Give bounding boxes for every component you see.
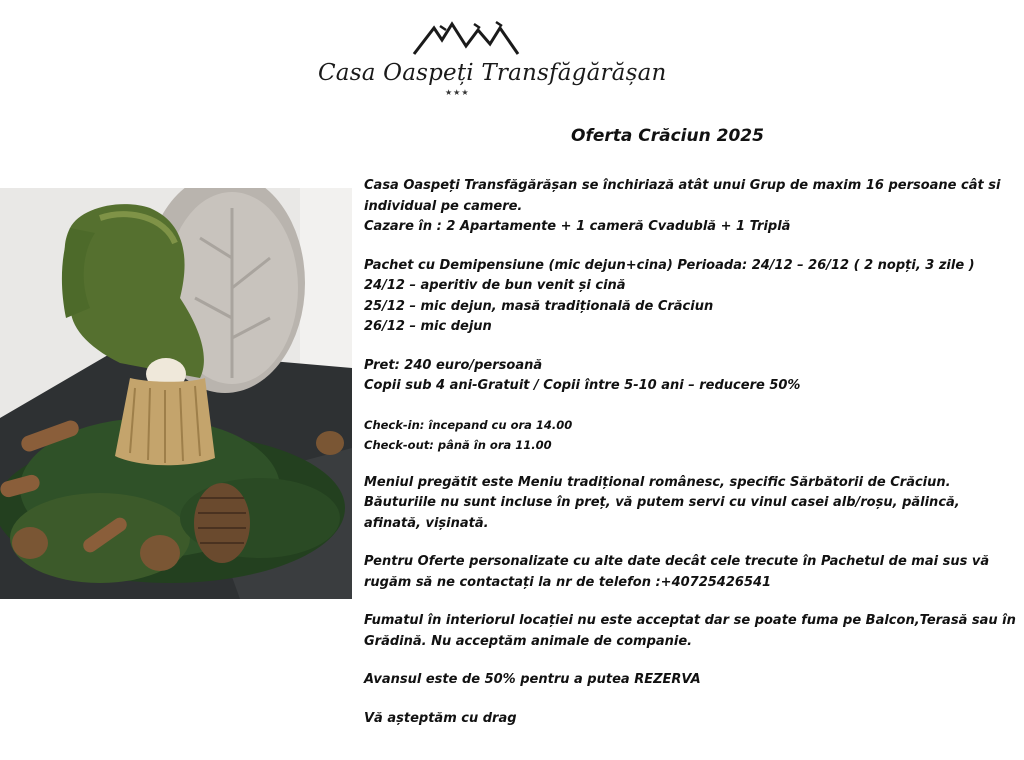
brand-logo [300, 14, 667, 97]
package-line: Pachet cu Demipensiune (mic dejun+cina) Perioada: 24/12 – 26/12 ( 2 nopți, 3 zile ) [364, 257, 975, 273]
menu-line: Meniul pregătit este Meniu tradițional românesc, specific Sărbătorii de Crăciun. [364, 474, 951, 490]
intro-line: Cazare în : 2 Apartamente + 1 cameră Cvadublă + 1 Triplă [364, 219, 791, 234]
rules-line: Fumatul în interiorul locației nu este acceptat dar se poate fuma pe Balcon,Terasă sau în [364, 613, 1016, 628]
intro-line: individual pe camere. [364, 198, 523, 214]
price-line: Copii sub 4 ani-Gratuit / Copii între 5-10 ani – reducere 50% [364, 378, 801, 393]
closing-line: Vă așteptăm cu drag [364, 710, 517, 726]
menu-line: Băuturiile nu sunt incluse în preț, vă putem servi cu vinul casei alb/roșu, pălincă, [364, 495, 960, 510]
rules-line: Grădină. Nu acceptăm animale de companie. [364, 633, 693, 649]
checkin-line: Check-in: începand cu ora 14.00 [364, 417, 573, 432]
deposit-line: Avansul este de 50% pentru a putea REZERVA [364, 672, 701, 687]
package-line: 24/12 – aperitiv de bun venit și cină [364, 278, 626, 293]
contact-line: Pentru Oferte personalizate cu alte date decât cele trecute în Pachetul de mai sus vă [364, 554, 990, 569]
menu-line: afinată, vișinată. [364, 515, 489, 531]
intro-line: Casa Oaspeți Transfăgărășan se închiriază atât unui Grup de maxim 16 persoane cât si [364, 178, 1001, 193]
mountain-icon [412, 20, 522, 60]
offer-body [364, 176, 1016, 729]
package-line: 26/12 – mic dejun [364, 319, 492, 334]
brand-name: Casa Oaspeți Transfăgărășan [318, 60, 667, 86]
christmas-gnome-icon [0, 188, 352, 599]
rating-stars: ★★★ [445, 88, 470, 97]
package-line: 25/12 – mic dejun, masă tradițională de Crăciun [364, 298, 714, 314]
checkout-line: Check-out: până în ora 11.00 [364, 437, 552, 452]
offer-title: Oferta Crăciun 2025 [571, 126, 764, 146]
gnome-photo [0, 188, 352, 599]
contact-line: rugăm să ne contactați la nr de telefon :+40725426541 [364, 574, 772, 590]
price-line: Pret: 240 euro/persoană [364, 357, 543, 373]
